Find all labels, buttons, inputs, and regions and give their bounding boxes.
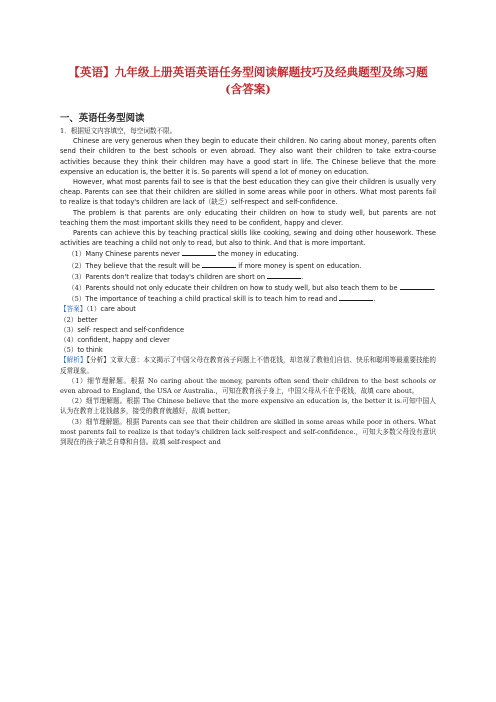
analysis-item: （2）细节理解题。根据 The Chinese believe that the more expensive an education is, the better it is.可知中国人认为在教育上花钱越多，接受的教育就越好，故填 better。 [60,397,436,416]
answer-item: （3）self- respect and self-confidence [60,325,185,334]
question-item: （5）The importance of teaching a child practical skill is to teach him to read and . [68,295,376,304]
question-list [60,248,436,304]
blank-line [202,260,236,268]
section-heading: 一、英语任务型阅读 [60,113,145,124]
analysis-item: （1）细节理解题。根据 No caring about the money, parents often send their children to the best schools or even abroad to England, the USA or Australia.，可知在教育孩子身上，中国父母从不在乎花钱，故填 care about。 [60,376,436,396]
analysis-intro: 【解析】【分析】文章大意：本文揭示了中国父母在教育孩子问题上不惜花钱，却忽视了教他们自信、快乐和聪明等最重要技能的反常现象。 [60,356,436,375]
question-item: （4）Parents should not only educate their children on how to study well, but also teach them to be . [68,284,436,293]
document-title: 【英语】九年级上册英语英语任务型阅读解题技巧及经典题型及练习题(含答案) [68,65,428,96]
passage-paragraph-4: Parents can achieve this by teaching practical skills like cooking, sewing and doing other housework. These activities are teaching a child not only to read, but also to think. And that is more important. [60,229,436,248]
question-item: （2）They believe that the result will be if more money is spent on education. [68,261,362,270]
analysis-block [60,355,436,447]
answer-item: （4）confident, happy and clever [60,336,170,345]
passage-paragraph-2: However, what most parents fail to see is that the best education they can give their children is usually very cheap. Parents can see that their children are skilled in some areas while poor in others. What most parents fail to realize is that today's children are lack of（缺乏）self-respect and self-confidence. [60,178,436,207]
chinese-gloss: （缺乏） [204,198,232,207]
passage-paragraph-3: The problem is that parents are only educating their children on how to study well, but parents are not teaching them the most important skills they need to be confident, happy and clever. [60,208,436,227]
answer-item: （5）to think [60,346,103,355]
question-item: （3）Parents don't realize that today's children are short on . [68,272,304,281]
answer-item: 【答案】（1）care about [60,305,136,314]
blank-line [267,271,301,279]
reading-passage [60,136,436,447]
blank-line [400,282,434,290]
analysis-item: （3）细节理解题。根据 Parents can see that their children are skilled in some areas while poor in others. What most parents fail to realize is that today's children lack self-respect and self-confidence.，可知大多数父母没有意识到现在的孩子缺乏自尊和自信。故填 self-respect and [60,417,436,447]
analysis-label: 【解析】 [60,356,87,365]
answer-item: （2）better [60,315,98,324]
blank-line [182,248,216,256]
instruction-text: 1．根据短文内容填空，每空词数不限。 [60,127,177,135]
answer-label: 【答案】 [60,305,87,314]
blank-line [339,293,373,301]
passage-paragraph-1: Chinese are very generous when they begin to educate their children. No caring about money, parents often send their children to the best schools or even abroad. They also want their children to take extra-course activities because they think their children may have a good start in life. The Chinese believe that the more expensive an education is, the better it is. So parents will spend a lot of money on education. [60,137,436,176]
question-item: （1）Many Chinese parents never the money in educating. [68,250,299,259]
answer-block [60,304,436,355]
